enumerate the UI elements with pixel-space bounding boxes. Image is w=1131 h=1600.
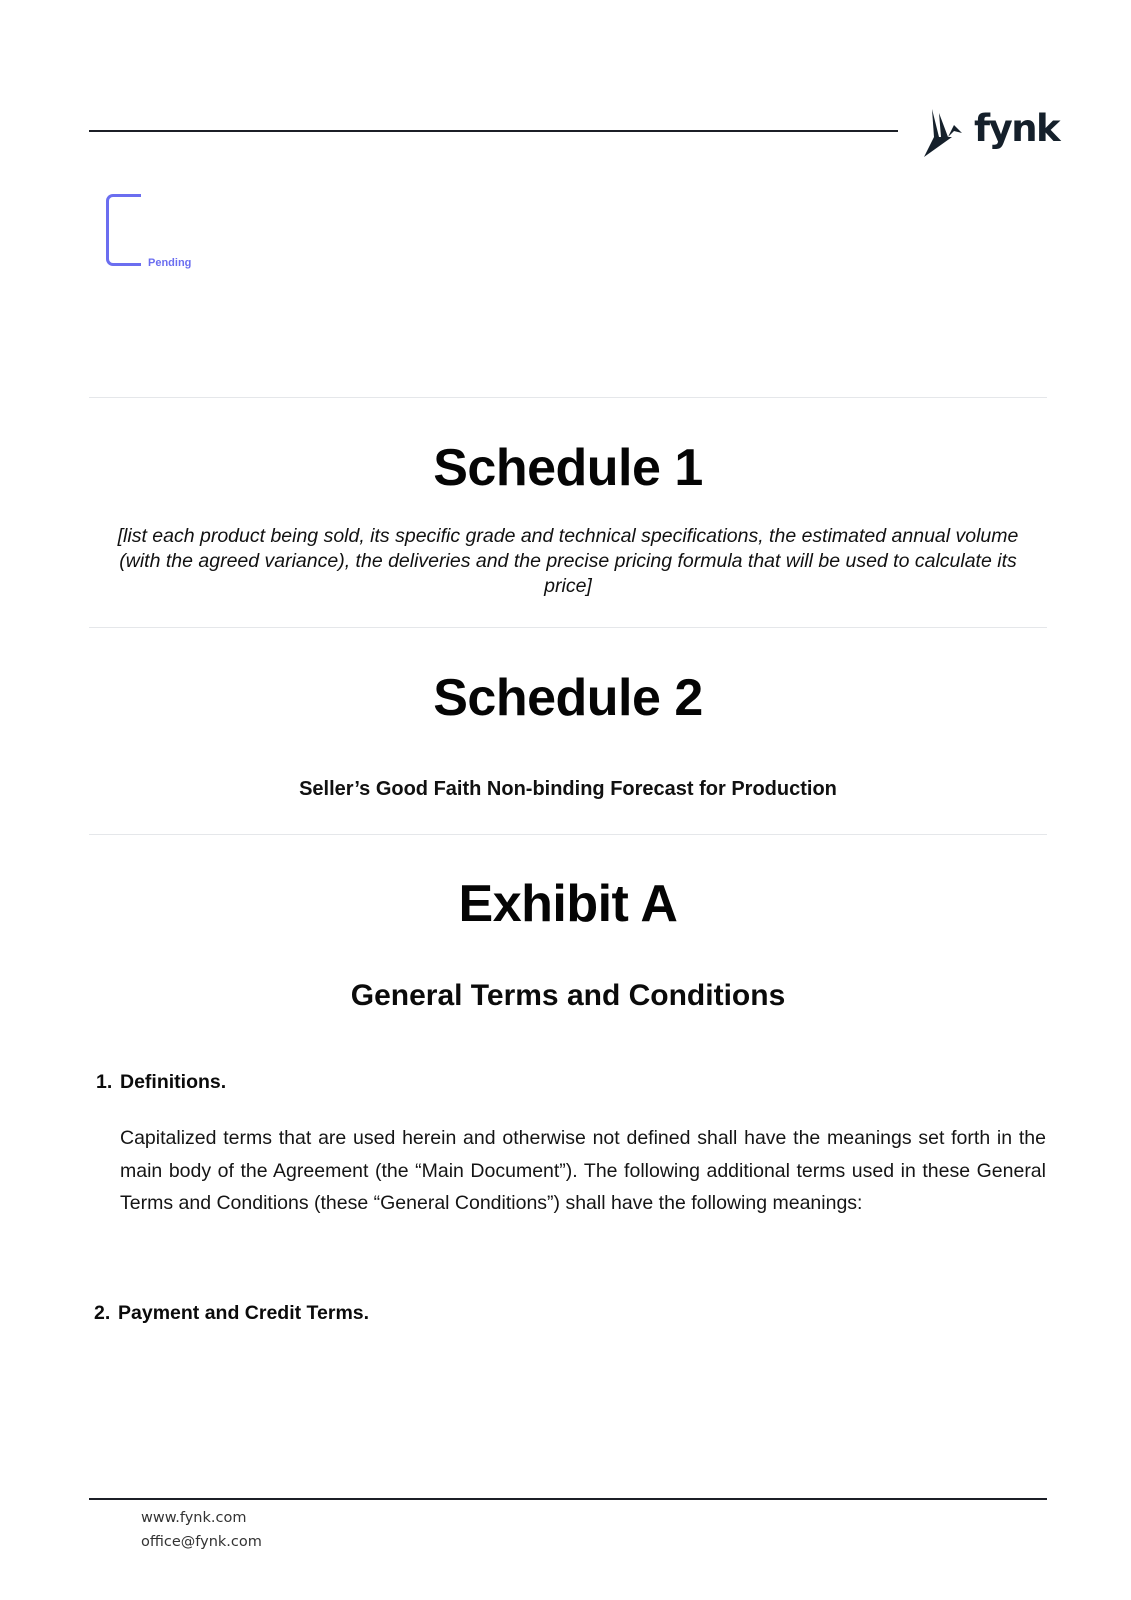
placeholder-line: [list each product being sold, its specific grade and technical specifications, the estimated annual volume [117, 525, 1019, 547]
footer-rule [89, 1498, 1047, 1500]
logo-wordmark: fynk [974, 107, 1060, 150]
section-divider [89, 834, 1047, 835]
section-heading-definitions [96, 1071, 226, 1094]
section-heading-payment [94, 1302, 369, 1325]
footer-email-link[interactable]: office@fynk.com [141, 1534, 262, 1550]
section-divider [89, 627, 1047, 628]
section-number: 1. [96, 1071, 113, 1093]
section-title: Payment and Credit Terms. [118, 1302, 370, 1324]
schedule-1-title: Schedule 1 [433, 439, 703, 497]
fynk-bird-logo-icon [922, 107, 968, 159]
footer-website-link[interactable]: www.fynk.com [141, 1510, 247, 1526]
schedule-2-subtitle: Seller’s Good Faith Non-binding Forecast for Production [299, 778, 837, 800]
brand-logo [922, 105, 1059, 160]
section-divider [89, 397, 1047, 398]
signature-status: Pending [148, 257, 192, 269]
section-title: Definitions. [120, 1071, 227, 1093]
header-rule [89, 130, 898, 132]
section-number: 2. [94, 1302, 111, 1324]
exhibit-a-subtitle: General Terms and Conditions [350, 979, 786, 1012]
schedule-2-title: Schedule 2 [433, 669, 703, 727]
definitions-paragraph: Capitalized terms that are used herein and otherwise not defined shall have the meanings set forth in the main body of the Agreement (the “Main Document”). The following additional terms used in these General Terms and Conditions (these “General Conditions”) shall have the following meanings: [120, 1127, 1046, 1214]
placeholder-line: price] [544, 575, 592, 597]
placeholder-line: (with the agreed variance), the deliveries and the precise pricing formula that will be used to calculate its [119, 550, 1017, 572]
exhibit-a-title: Exhibit A [458, 875, 678, 933]
schedule-1-placeholder [95, 524, 1041, 599]
signature-field[interactable] [106, 194, 141, 266]
